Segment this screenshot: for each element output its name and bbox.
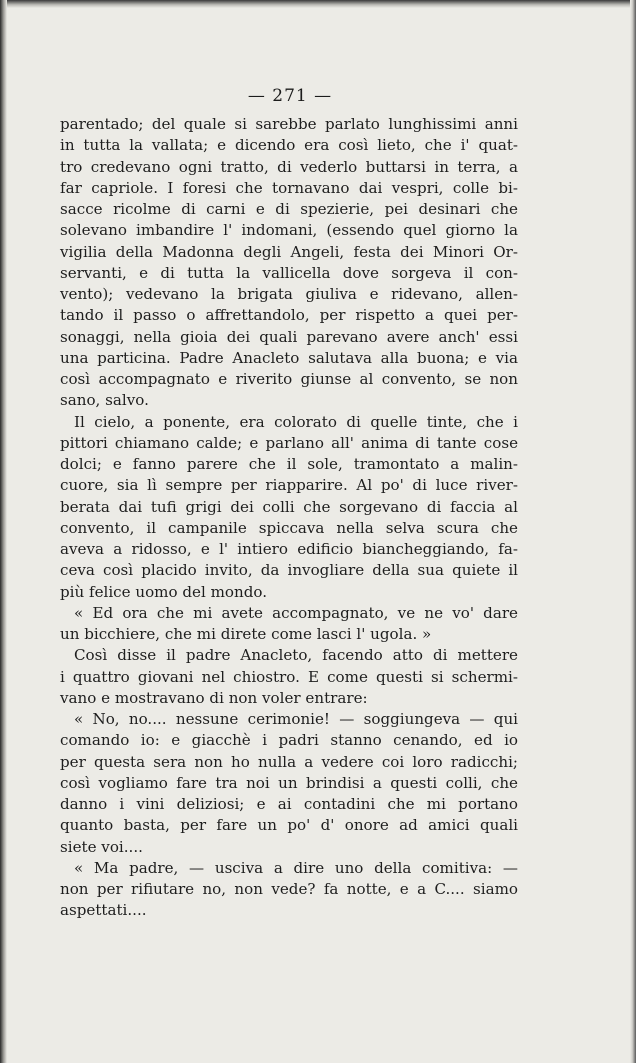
text-line: ceva così placido invito, da invogliare della sua quiete il — [60, 561, 518, 580]
text-line: tro credevano ogni tratto, di vederlo buttarsi in terra, a — [60, 157, 518, 176]
text-line: parentado; del quale si sarebbe parlato lunghissimi anni — [60, 115, 518, 133]
text-line: pittori chiamano calde; e parlano all' anima di tante cose — [60, 433, 518, 452]
text-line: Così disse il padre Anacleto, facendo atto di mettere — [74, 646, 518, 665]
body-text — [60, 114, 518, 922]
text-line: convento, il campanile spiccava nella selva scura che — [60, 518, 518, 537]
text-line: comando io: e giacchè i padri stanno cenando, ed io — [60, 731, 518, 750]
text-line: servanti, e di tutta la vallicella dove sorgeva il con- — [60, 263, 518, 282]
text-line: un bicchiere, che mi direte come lasci l' ugola. » — [60, 625, 432, 643]
text-line: cuore, sia lì sempre per riapparire. Al po' di luce river- — [60, 476, 518, 495]
text-line: non per rifiutare no, non vede? fa notte, e a C.... siamo — [60, 880, 518, 898]
text-line: sano, salvo. — [60, 391, 149, 410]
page-number: — 271 — — [247, 86, 333, 106]
scan-edge-right — [630, 0, 636, 1063]
text-line: più felice uomo del mondo. — [60, 582, 267, 601]
scan-edge-left — [0, 0, 7, 1063]
text-line: « Ed ora che mi avete accompagnato, ve ne vo' dare — [74, 603, 518, 622]
text-line: vano e mostravano di non voler entrare: — [60, 688, 368, 707]
text-line: così accompagnato e riverito giunse al convento, se non — [60, 370, 518, 388]
text-line: sacce ricolme di carni e di spezierie, pei desinari che — [60, 200, 518, 218]
text-line: aveva a ridosso, e l' intiero edificio biancheggiando, fa- — [60, 540, 518, 558]
text-line: una particina. Padre Anacleto salutava alla buona; e via — [60, 348, 518, 367]
text-line: berata dai tufi grigi dei colli che sorgevano di faccia al — [60, 497, 518, 516]
text-line: quanto basta, per fare un po' d' onore ad amici quali — [60, 816, 518, 835]
text-line: così vogliamo fare tra noi un brindisi a questi colli, che — [60, 773, 518, 792]
text-line: tando il passo o affrettandolo, per rispetto a quei per- — [60, 306, 518, 325]
text-line: Il cielo, a ponente, era colorato di quelle tinte, che i — [74, 412, 518, 431]
text-line: far capriole. I foresi che tornavano dai vespri, colle bi- — [60, 178, 518, 197]
text-line: vigilia della Madonna degli Angeli, festa dei Minori Or- — [60, 242, 518, 261]
text-line: siete voi.... — [60, 837, 143, 856]
text-line: « Ma padre, — usciva a dire uno della comitiva: — — [74, 858, 518, 877]
text-line: per questa sera non ho nulla a vedere coi loro radicchi; — [60, 752, 518, 771]
text-line: in tutta la vallata; e dicendo era così lieto, che i' quat- — [60, 136, 518, 155]
text-line: danno i vini deliziosi; e ai contadini che mi portano — [60, 795, 518, 813]
text-line: sonaggi, nella gioia dei quali parevano avere anch' essi — [60, 327, 518, 346]
text-line: i quattro giovani nel chiostro. E come questi si schermi- — [60, 667, 518, 686]
text-line: aspettati.... — [60, 901, 147, 920]
text-line: « No, no.... nessune cerimonie! — soggiungeva — qui — [74, 710, 518, 728]
scan-edge-top — [0, 0, 636, 8]
text-line: dolci; e fanno parere che il sole, tramontato a malin- — [60, 455, 518, 473]
text-line: vento); vedevano la brigata giuliva e ridevano, allen- — [60, 285, 518, 303]
text-line: solevano imbandire l' indomani, (essendo quel giorno la — [60, 221, 518, 240]
